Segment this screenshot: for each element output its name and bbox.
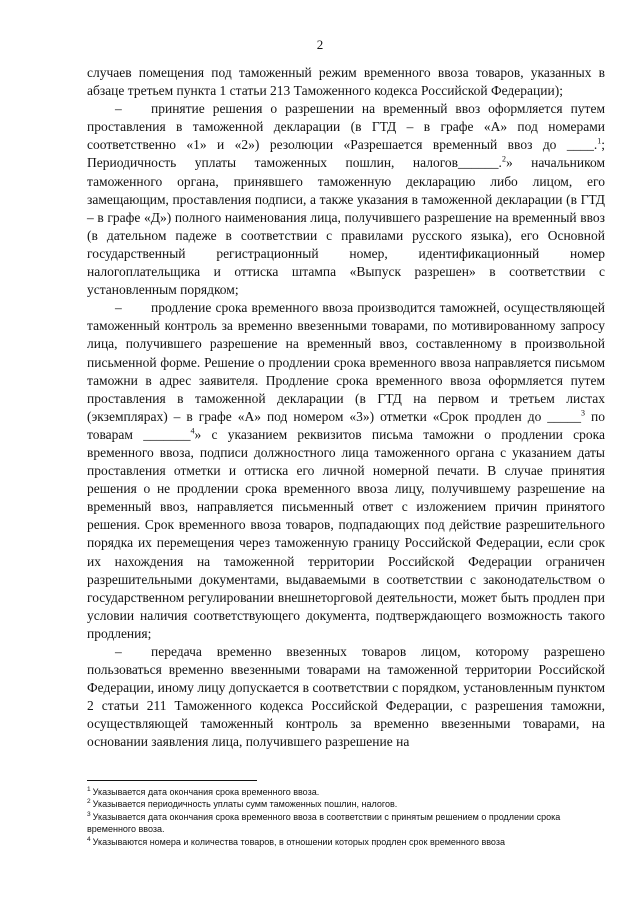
- footnote: [87, 786, 597, 798]
- footnote-separator: [87, 780, 257, 781]
- footnotes: [87, 786, 597, 848]
- paragraph-text: продление срока временного ввоза производится таможней, осуществляющей таможенный контроль за временно ввезенными товарами, по мотивированному запросу лица, получившего разрешение на временный ввоз, составленному в произвольной письменной форме. Решение о продлении срока временного ввоза направляется письмом таможни в адрес заявителя. Продление срока временного ввоза оформляется путем проставления в таможенной декларации (в ГТД на первом и третьем листах (экземплярах) – в графе «А» под номером «3») отметки «Срок продлен до _____: [87, 300, 605, 424]
- footnote-text: Указывается дата окончания срока временного ввоза в соответствии с принятым решением о продлении срока временного ввоза.: [87, 811, 561, 835]
- footnote: [87, 811, 597, 836]
- paragraph-extension: [87, 299, 605, 643]
- paragraph-text: передача временно ввезенных товаров лицом, которому разрешено пользоваться временно ввезенными товарами на таможенной территории Российской Федерации, иному лицу допускается в соответствии с порядком, установленным пунктом 2 статьи 211 Таможенного кодекса Российской Федерации, с разрешения таможни, осуществляющей таможенный контроль за временно ввезенными товарами, на основании заявления лица, получившего разрешение на: [87, 644, 605, 750]
- paragraph-transfer: [87, 643, 605, 752]
- footnote: [87, 798, 597, 810]
- paragraph-text: » начальником таможенного органа, принявшего таможенную декларацию либо лицом, его замещающим, проставления подписи, а также указания в таможенной декларации (в ГТД – в графе «Д») полного наименования лица, получившего разрешение на временный ввоз (в дательном падеже в соответствии с правилами русского языка), его Основной государственный регистрационный номер, идентификационный номер налогоплательщика и оттиска штампа «Выпуск разрешен» в соответствии с установленным порядком;: [87, 155, 605, 298]
- paragraph-text: » с указанием реквизитов письма таможни о продлении срока временного ввоза, подписи должностного лица таможенного органа с указанием даты проставления отметки и оттиска его личной номерной печати. В случае принятия решения о не продлении срока временного ввоза лицу, получившему разрешение на временный ввоз, направляется письменный ответ с изложением причин принятого решения. Срок временного ввоза товаров, подпадающих под действие разрешительного порядка их перемещения через таможенную границу Российской Федерации, если срок их нахождения на таможенной территории Российской Федерации ограничен разрешительными документами, выдаваемыми в соответствии с законодательством о государственном регулировании внешнеторговой деятельности, может быть продлен при условии наличия соответствующего документа, подтверждающего возможность такого продления;: [87, 426, 605, 641]
- document-body: [87, 64, 605, 752]
- paragraph-temporary-import-permission: [87, 100, 605, 299]
- footnote-text: Указывается периодичность уплаты сумм таможенных пошлин, налогов.: [92, 799, 398, 810]
- footnote-text: Указывается дата окончания срока временного ввоза.: [92, 787, 320, 797]
- list-dash: –: [115, 101, 122, 117]
- footnote-ref: 2: [501, 154, 506, 164]
- footnote-ref: 4: [190, 426, 195, 436]
- paragraph-continuation: случаев помещения под таможенный режим временного ввоза товаров, указанных в абзаце третьем пункта 1 статьи 213 Таможенного кодекса Российской Федерации);: [87, 65, 605, 99]
- paragraph-text: по товарам _______: [87, 408, 605, 442]
- footnote-ref: 1: [597, 136, 602, 146]
- list-dash: –: [115, 644, 122, 659]
- footnote: [87, 836, 597, 848]
- paragraph-text: принятие решения о разрешении на временный ввоз оформляется путем проставления в таможенной декларации (в ГТД – в графе «А» под номерами соответственно «1» и «2») резолюции «Разрешается временный ввоз до ____.: [87, 101, 605, 153]
- footnote-ref: 3: [581, 408, 586, 418]
- footnote-mark: 2: [87, 798, 91, 806]
- list-dash: –: [115, 300, 122, 316]
- footnote-text: Указываются номера и количества товаров, в отношении которых продлен срок временного ввоза: [92, 836, 505, 847]
- footnote-mark: 3: [87, 810, 91, 818]
- footnote-mark: 4: [87, 835, 91, 843]
- page-number: 2: [316, 37, 324, 52]
- paragraph-text: ; Периодичность уплаты таможенных пошлин, налогов______.: [87, 137, 605, 171]
- footnote-mark: 1: [87, 786, 91, 793]
